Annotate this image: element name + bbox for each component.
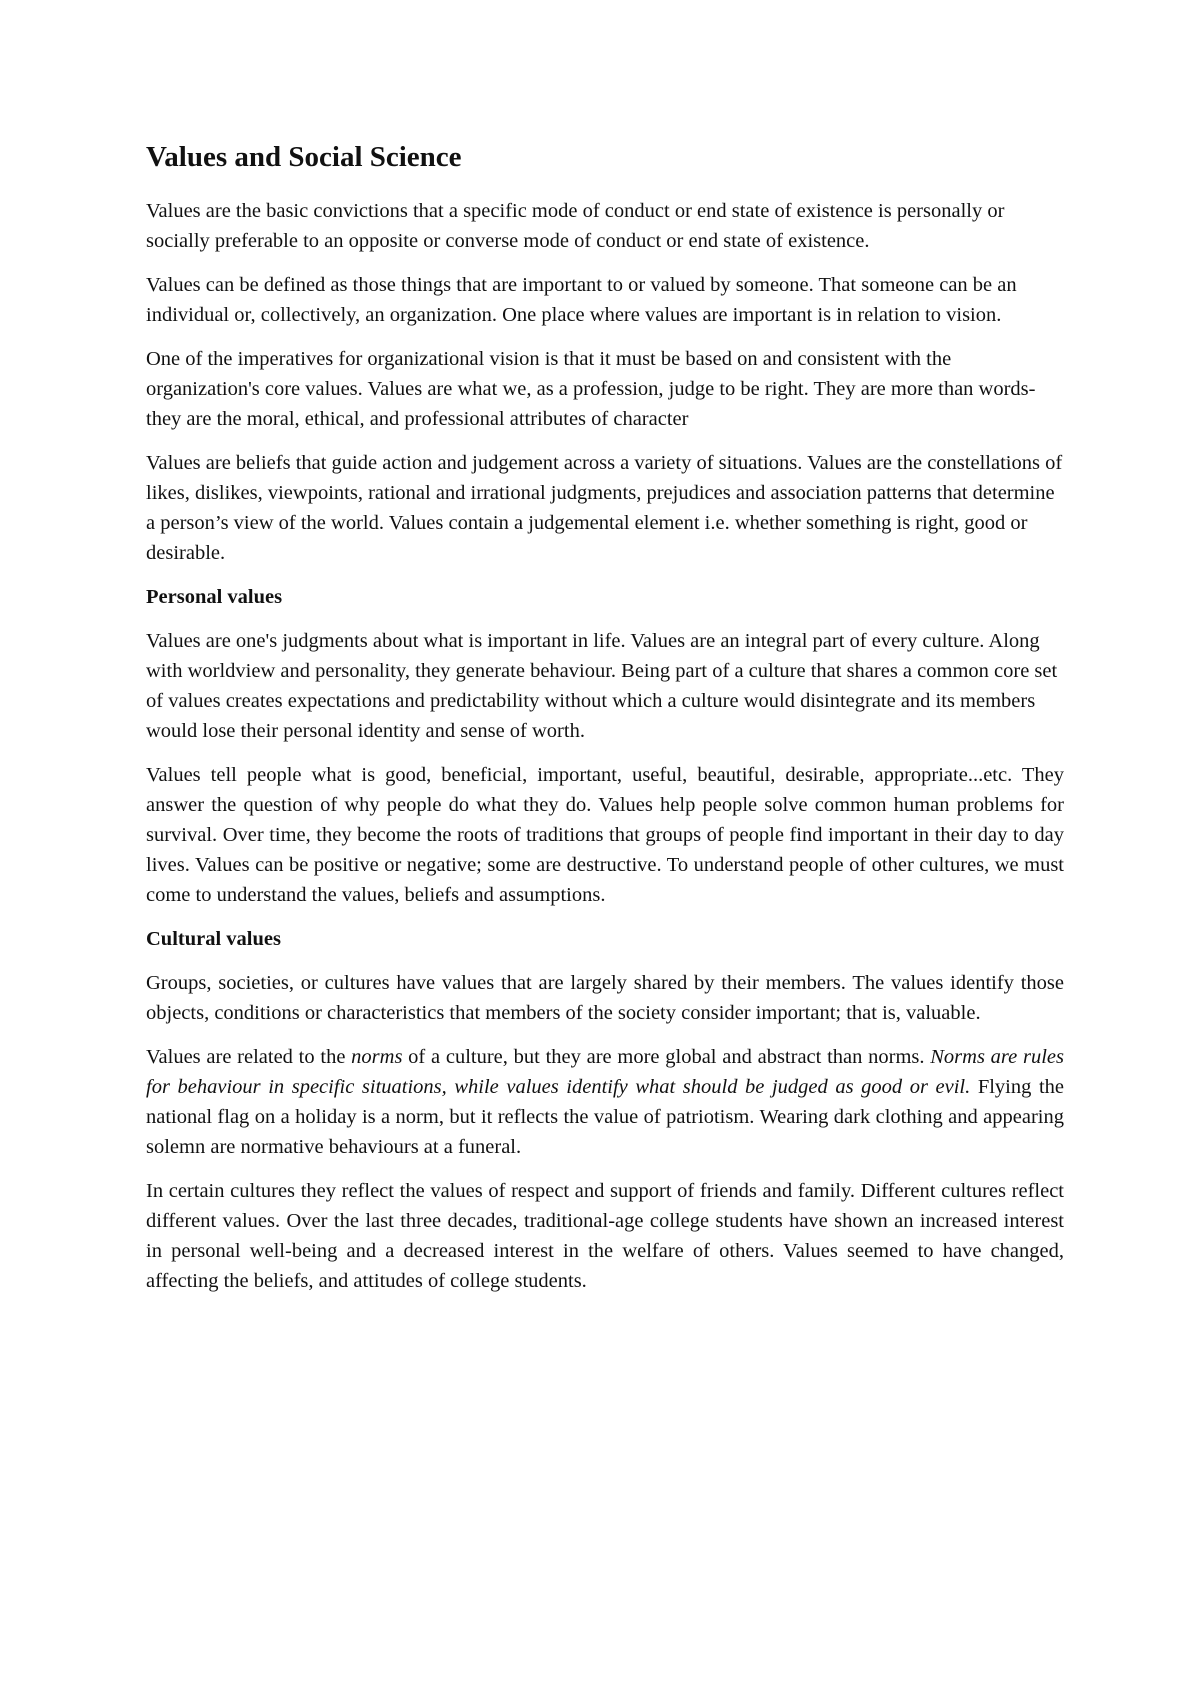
paragraph-definition: Values are the basic convictions that a specific mode of conduct or end state of existence is personally or socially preferable to an opposite or converse mode of conduct or end state of existence. xyxy=(146,200,1005,252)
section-heading-cultural-values: Cultural values xyxy=(146,928,281,950)
paragraph-personal-judgments: Values are one's judgments about what is important in life. Values are an integral part of every culture. Along with worldview and personality, they generate behaviour. Being part of a culture that shares a common core set of values creates expectations and predictability without which a culture would disintegrate and its members would lose their personal identity and sense of worth. xyxy=(146,630,1058,742)
section-heading-personal-values: Personal values xyxy=(146,586,283,608)
norms-term: norms xyxy=(351,1046,403,1068)
paragraph-organizational-vision: One of the imperatives for organizational vision is that it must be based on and consistent with the organization's core values. Values are what we, as a profession, judge to be right. They are more than words-they are the moral, ethical, and professional attributes of character xyxy=(146,348,1036,430)
document-page xyxy=(146,138,1064,1310)
paragraph-values-defined: Values can be defined as those things that are important to or valued by someone. That someone can be an individual or, collectively, an organization. One place where values are important is in relation to vision. xyxy=(146,274,1017,326)
paragraph-shared-values: Groups, societies, or cultures have values that are largely shared by their members. The values identify those objects, conditions or characteristics that members of the society consider important; that is, valuable. xyxy=(146,972,1064,1024)
norms-text-a: Values are related to the xyxy=(146,1046,352,1068)
paragraph-changing-values: In certain cultures they reflect the values of respect and support of friends and family. Different cultures reflect different values. Over the last three decades, traditional-age college students have shown an increased interest in personal well-being and a decreased interest in the welfare of others. Values seemed to have changed, affecting the beliefs, and attitudes of college students. xyxy=(146,1180,1064,1292)
norms-definition: Norms are rules for behaviour in specific situations, while values identify what should be judged as good or evil. xyxy=(146,1046,1064,1098)
norms-text-e: Flying the national flag on a holiday is a norm, but it reflects the value of patriotism. Wearing dark clothing and appearing solemn are normative behaviours at a funeral. xyxy=(146,1076,1064,1158)
page-title: Values and Social Science xyxy=(146,141,462,173)
paragraph-values-tell-people: Values tell people what is good, beneficial, important, useful, beautiful, desirable, appropriate...etc. They answer the question of why people do what they do. Values help people solve common human problems for survival. Over time, they become the roots of traditions that groups of people find important in their day to day lives. Values can be positive or negative; some are destructive. To understand people of other cultures, we must come to understand the values, beliefs and assumptions. xyxy=(146,764,1064,906)
paragraph-beliefs: Values are beliefs that guide action and judgement across a variety of situations. Values are the constellations of likes, dislikes, viewpoints, rational and irrational judgments, prejudices and association patterns that determine a person’s view of the world. Values contain a judgemental element i.e. whether something is right, good or desirable. xyxy=(146,452,1063,564)
norms-text-c: of a culture, but they are more global and abstract than norms. xyxy=(402,1046,931,1068)
paragraph-norms xyxy=(146,1042,1064,1162)
